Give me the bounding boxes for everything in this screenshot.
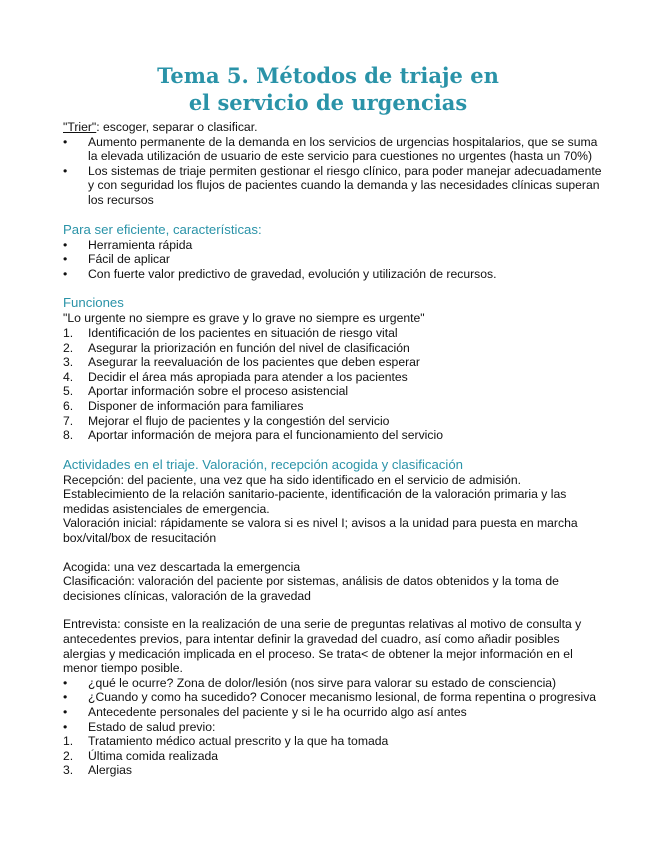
item-number: 3. bbox=[63, 355, 74, 370]
item-text: Decidir el área más apropiada para atender a los pacientes bbox=[88, 369, 408, 384]
item-number: 4. bbox=[63, 369, 74, 384]
item-text: Aportar información de mejora para el funcionamiento del servicio bbox=[88, 428, 443, 443]
item-number: 1. bbox=[63, 734, 74, 749]
item-number: 1. bbox=[63, 325, 74, 340]
valoracion-paragraph: Valoración inicial: rápidamente se valora si es nivel I; avisos a la unidad para puesta en marcha box/vital/box de resucitación bbox=[63, 516, 578, 546]
list-item: • Antecedente personales del paciente y si le ha ocurrido algo así antes bbox=[63, 705, 603, 720]
item-number: 3. bbox=[63, 763, 74, 778]
list-item bbox=[63, 763, 603, 778]
list-item: • Aumento permanente de la demanda en los servicios de urgencias hospitalarios, que se suma la elevada utilización de usuario de este servicio para cuestiones no urgentes (hasta un 70%) bbox=[63, 135, 603, 164]
estado-salud-list bbox=[63, 734, 603, 778]
list-item bbox=[63, 370, 603, 385]
section-heading-caracteristicas: Para ser eficiente, características: bbox=[63, 221, 262, 237]
item-number: 5. bbox=[63, 384, 74, 399]
list-item bbox=[63, 355, 603, 370]
list-item bbox=[63, 341, 603, 356]
intro-bullet-list bbox=[63, 135, 603, 208]
funciones-quote: "Lo urgente no siempre es grave y lo grave no siempre es urgente" bbox=[63, 311, 425, 326]
item-text: Mejorar el flujo de pacientes y la congestión del servicio bbox=[88, 413, 390, 428]
page-title bbox=[0, 62, 656, 116]
clasificacion-paragraph: Clasificación: valoración del paciente por sistemas, análisis de datos obtenidos y la toma de decisiones clínicas, valoración de la gravedad bbox=[63, 574, 559, 603]
list-item: • Estado de salud previo: bbox=[63, 720, 603, 735]
section-heading-actividades: Actividades en el triaje. Valoración, recepción acogida y clasificación bbox=[63, 456, 463, 472]
list-item bbox=[63, 414, 603, 429]
page-title-line-2: el servicio de urgencias bbox=[188, 90, 468, 115]
entrevista-bullet-list bbox=[63, 676, 603, 734]
recepcion-paragraph: Recepción: del paciente, una vez que ha sido identificado en el servicio de admisión. Establecimiento de la relación sanitario-paciente, identificación de la valoración primaria y las medidas asistenciales de emergencia. bbox=[63, 472, 567, 516]
list-item bbox=[63, 384, 603, 399]
list-item bbox=[63, 428, 603, 443]
item-number: 6. bbox=[63, 398, 74, 413]
list-item bbox=[63, 326, 603, 341]
item-number: 8. bbox=[63, 428, 74, 443]
item-text: Asegurar la reevaluación de los pacientes que deben esperar bbox=[88, 355, 420, 370]
list-item: • Fácil de aplicar bbox=[63, 252, 603, 267]
intro-definition bbox=[63, 120, 603, 135]
page-title-line-1: Tema 5. Métodos de triaje en bbox=[157, 63, 499, 88]
acogida-paragraph: Acogida: una vez descartada la emergencia bbox=[63, 559, 301, 574]
list-item: • Los sistemas de triaje permiten gestionar el riesgo clínico, para poder manejar adecuadamente y con seguridad los flujos de pacientes cuando la demanda y las necesidades clínicas superan los recursos bbox=[63, 164, 603, 208]
item-text: Asegurar la priorización en función del nivel de clasificación bbox=[88, 340, 410, 355]
document-body bbox=[63, 120, 603, 778]
section-heading-funciones: Funciones bbox=[63, 295, 124, 311]
list-item: • Herramienta rápida bbox=[63, 238, 603, 253]
item-number: 2. bbox=[63, 340, 74, 355]
list-item: • Con fuerte valor predictivo de gravedad, evolución y utilización de recursos. bbox=[63, 267, 603, 282]
intro-term: "Trier" bbox=[63, 120, 97, 134]
item-text: Disponer de información para familiares bbox=[88, 398, 304, 413]
item-text: Identificación de los pacientes en situación de riesgo vital bbox=[88, 325, 398, 340]
entrevista-paragraph: Entrevista: consiste en la realización de una serie de preguntas relativas al motivo de consulta y antecedentes previos, para intentar definir la gravedad del cuadro, así como añadir posibles alergias y medicación implicada en el proceso. Se trata< de obtener la mejor información en el menor tiempo posible. bbox=[63, 617, 582, 676]
list-item bbox=[63, 749, 603, 764]
caracteristicas-list bbox=[63, 238, 603, 282]
item-text: Tratamiento médico actual prescrito y la que ha tomada bbox=[88, 734, 389, 749]
list-item: • ¿qué le ocurre? Zona de dolor/lesión (nos sirve para valorar su estado de consciencia) bbox=[63, 676, 603, 691]
list-item bbox=[63, 734, 603, 749]
intro-term-definition: : escoger, separar o clasificar. bbox=[96, 120, 258, 134]
item-text: Aportar información sobre el proceso asistencial bbox=[88, 384, 349, 399]
item-text: Alergias bbox=[88, 763, 133, 778]
funciones-list bbox=[63, 326, 603, 443]
list-item bbox=[63, 399, 603, 414]
item-number: 7. bbox=[63, 413, 74, 428]
list-item: • ¿Cuando y como ha sucedido? Conocer mecanismo lesional, de forma repentina o progresiva bbox=[63, 690, 603, 705]
item-number: 2. bbox=[63, 748, 74, 763]
item-text: Última comida realizada bbox=[88, 748, 219, 763]
